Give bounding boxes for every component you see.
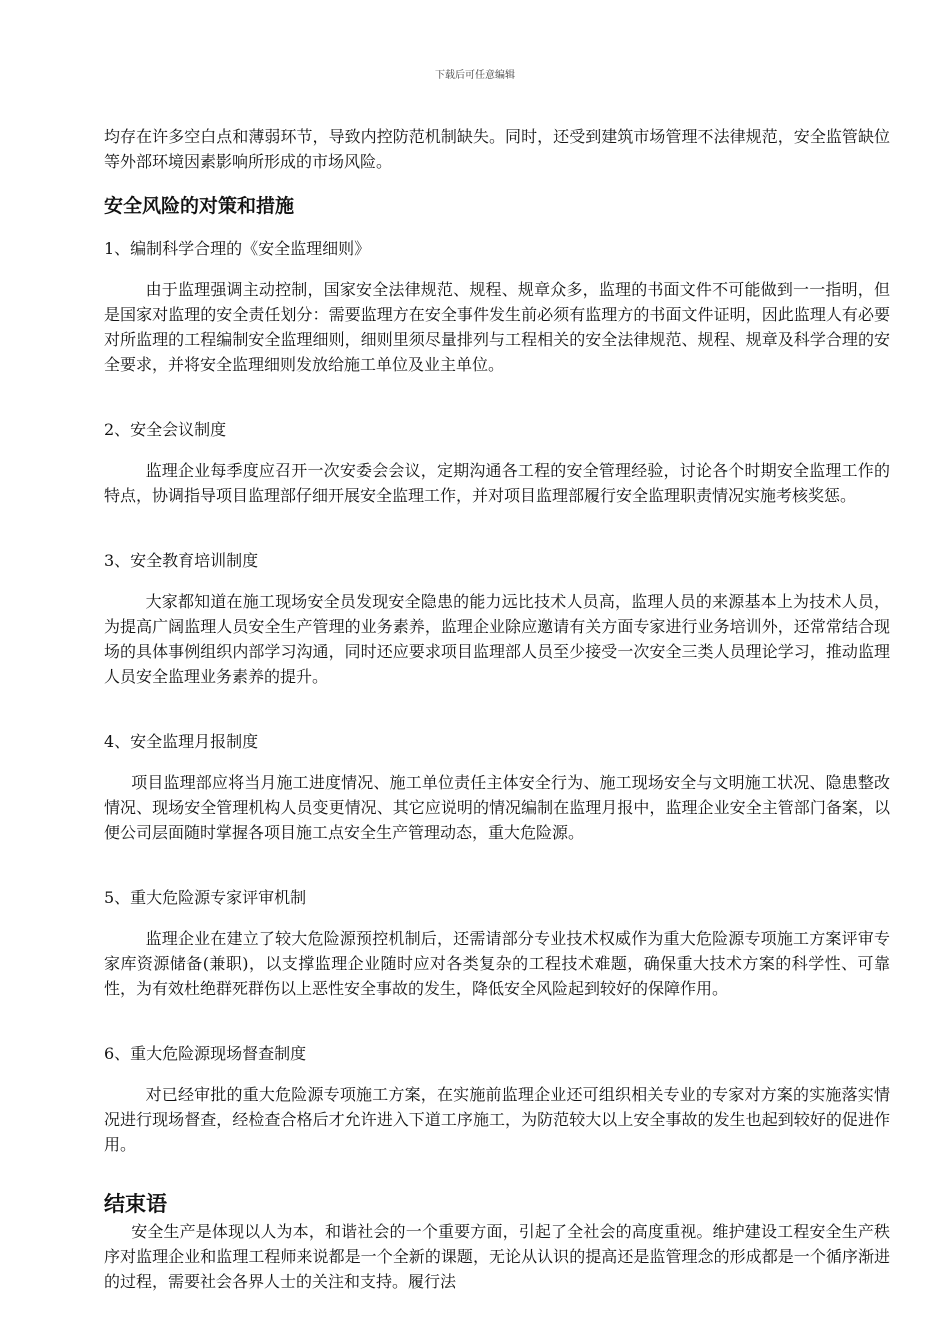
spacer bbox=[104, 377, 890, 401]
item-6-body: 对已经审批的重大危险源专项施工方案，在实施前监理企业还可组织相关专业的专家对方案的实施落实情况进行现场督查，经检查合格后才允许进入下道工序施工，为防范较大以上安全事故的发生也起到较好的促进作用。 bbox=[104, 1085, 890, 1154]
item-3-body: 大家都知道在施工现场安全员发现安全隐患的能力远比技术人员高，监理人员的来源基本上为技术人员，为提高广阔监理人员安全生产管理的业务素养，监理企业除应邀请有关方面专家进行业务培训外，还常常结合现场的具体事例组织内部学习沟通，同时还应要求项目监理部人员至少接受一次安全三类人员理论学习，推动监理人员安全监理业务素养的提升。 bbox=[104, 592, 890, 686]
closing-body: 安全生产是体现以人为本，和谐社会的一个重要方面，引起了全社会的高度重视。维护建设工程安全生产秩序对监理企业和监理工程师来说都是一个全新的课题，无论从认识的提高还是监管理念的形成都是一个循序渐进的过程，需要社会各界人士的关注和支持。履行法 bbox=[104, 1222, 890, 1291]
item-5-title: 5、重大危险源专家评审机制 bbox=[104, 888, 307, 907]
item-1-title: 1、编制科学合理的《安全监理细则》 bbox=[104, 239, 371, 258]
intro-paragraph: 均存在许多空白点和薄弱环节，导致内控防范机制缺失。同时，还受到建筑市场管理不法律规范，安全监管缺位等外部环境因素影响所形成的市场风险。 bbox=[104, 127, 890, 171]
item-5-body: 监理企业在建立了较大危险源预控机制后，还需请部分专业技术权威作为重大危险源专项施工方案评审专家库资源储备(兼职)，以支撑监理企业随时应对各类复杂的工程技术难题，确保重大技术方案的科学性、可靠性，为有效杜绝群死群伤以上恶性安全事故的发生，降低安全风险起到较好的保障作用。 bbox=[104, 929, 890, 998]
document-content bbox=[104, 124, 890, 1294]
item-3-title: 3、安全教育培训制度 bbox=[104, 551, 259, 570]
page-header-note: 下载后可任意编辑 bbox=[435, 70, 515, 81]
item-1-body: 由于监理强调主动控制，国家安全法律规范、规程、规章众多，监理的书面文件不可能做到一一指明，但是国家对监理的安全责任划分：需要监理方在安全事件发生前必须有监理方的书面文件证明，因此监理人有必要对所监理的工程编制安全监理细则，细则里须尽量排列与工程相关的安全法律规范、规程、规章及科学合理的安全要求，并将安全监理细则发放给施工单位及业主单位。 bbox=[104, 280, 890, 374]
item-4-body: 项目监理部应将当月施工进度情况、施工单位责任主体安全行为、施工现场安全与文明施工状况、隐患整改情况、现场安全管理机构人员变更情况、其它应说明的情况编制在监理月报中，监理企业安全主管部门备案，以便公司层面随时掌握各项目施工点安全生产管理动态，重大危险源。 bbox=[104, 773, 890, 842]
item-2-title: 2、安全会议制度 bbox=[104, 420, 227, 439]
section-heading: 安全风险的对策和措施 bbox=[104, 195, 295, 217]
spacer bbox=[104, 508, 890, 532]
spacer bbox=[104, 1001, 890, 1025]
closing-heading: 结束语 bbox=[104, 1192, 167, 1216]
item-6-title: 6、重大危险源现场督查制度 bbox=[104, 1044, 307, 1063]
item-2-body: 监理企业每季度应召开一次安委会会议，定期沟通各工程的安全管理经验，讨论各个时期安全监理工作的特点，协调指导项目监理部仔细开展安全监理工作，并对项目监理部履行安全监理职责情况实施考核奖惩。 bbox=[104, 461, 890, 505]
spacer bbox=[104, 689, 890, 713]
spacer bbox=[104, 845, 890, 869]
item-4-title: 4、安全监理月报制度 bbox=[104, 732, 259, 751]
